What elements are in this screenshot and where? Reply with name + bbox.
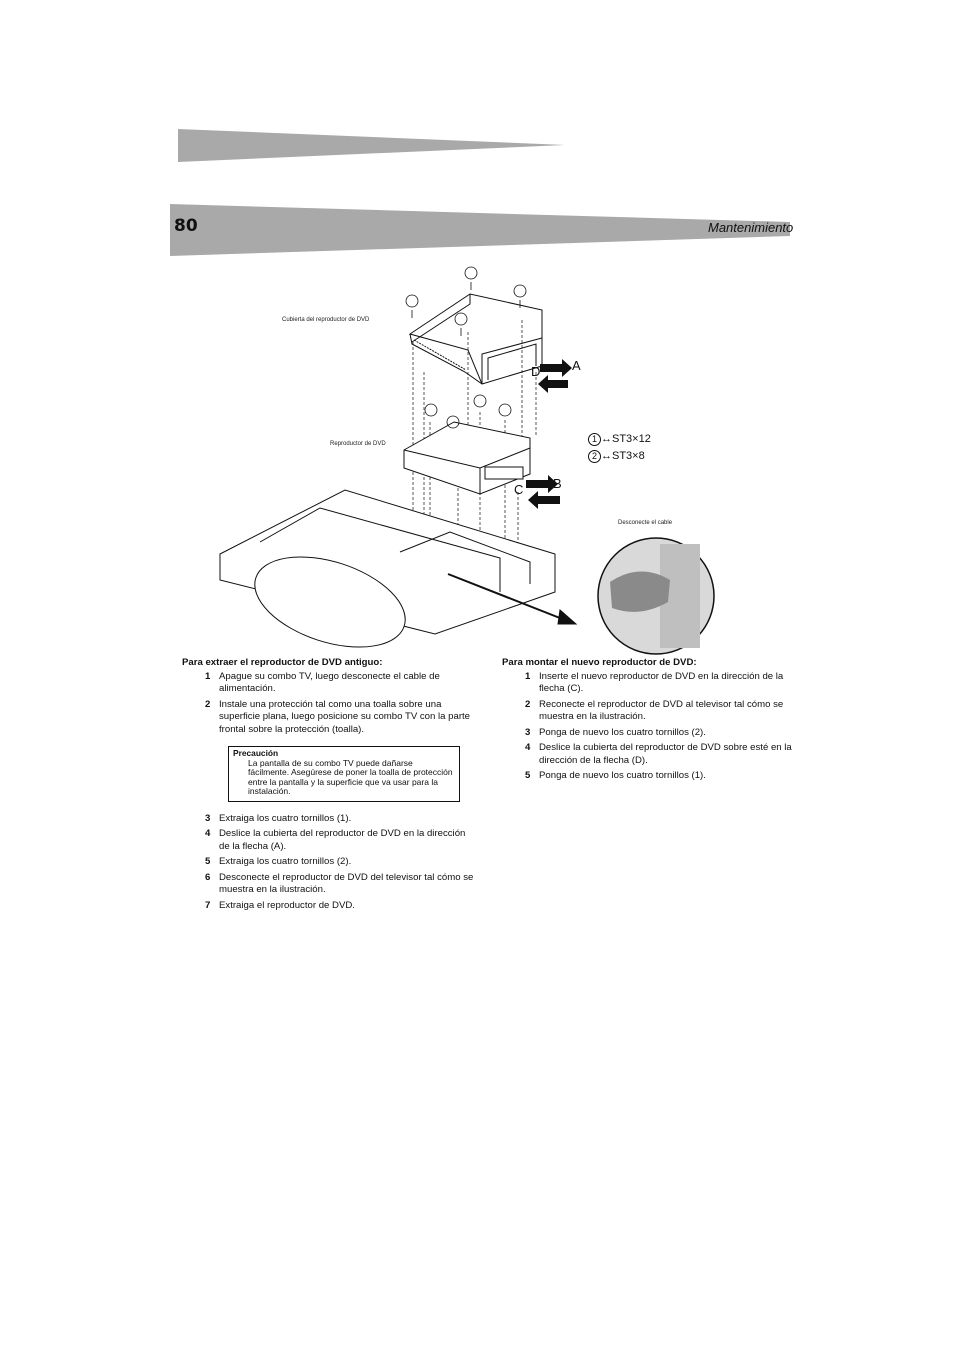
svg-text:B: B: [553, 476, 562, 491]
remove-step: 1 Apague su combo TV, luego desconecte el cable de alimentación.: [205, 670, 440, 694]
svg-text:A: A: [572, 358, 581, 373]
remove-step: 7 Extraiga el reproductor de DVD.: [205, 899, 355, 911]
legend-marker-1: 1: [588, 433, 601, 446]
caution-title: Precaución: [233, 748, 279, 758]
install-instructions: [502, 657, 792, 786]
install-step: 4 Deslice la cubierta del reproductor de DVD sobre esté en la dirección de la flecha (D).: [525, 742, 792, 766]
screw-legend: 1 ↔ST3×12 2 ↔ST3×8: [588, 431, 651, 465]
install-step: 5 Ponga de nuevo los cuatro tornillos (1).: [525, 770, 706, 781]
cable-detail-illustration: [598, 538, 714, 654]
remove-step: 6 Desconecte el reproductor de DVD del televisor tal cómo se muestra en la ilustración.: [205, 871, 474, 896]
install-step: 2 Reconecte el reproductor de DVD al televisor tal cómo se muestra en la ilustración.: [525, 698, 784, 722]
install-step: 1 Inserte el nuevo reproductor de DVD en la dirección de la flecha (C).: [525, 670, 784, 694]
header-band-top: [0, 0, 954, 270]
page-number: 80: [174, 216, 198, 236]
caption-dvd-player: Reproductor de DVD: [330, 441, 386, 447]
section-title: Mantenimiento: [708, 220, 794, 235]
screw-1-type: ST3×12: [612, 433, 651, 445]
screw-2-type: ST3×8: [612, 450, 645, 462]
caution-box: [228, 746, 460, 802]
dvd-player-illustration: [404, 422, 530, 494]
remove-instructions: [182, 657, 474, 915]
remove-step: 3 Extraiga los cuatro tornillos (1).: [205, 812, 352, 824]
install-title: Para montar el nuevo reproductor de DVD:: [502, 657, 697, 668]
install-step: 3 Ponga de nuevo los cuatro tornillos (2).: [525, 726, 706, 738]
svg-text:C: C: [514, 482, 524, 497]
remove-title: Para extraer el reproductor de DVD antiguo:: [182, 657, 383, 668]
remove-step: 4 Deslice la cubierta del reproductor de DVD en la dirección de la flecha (A).: [205, 828, 466, 852]
remove-step: 2 Instale una protección tal como una toalla sobre una superficie plana, luego posicione su combo TV con la parte frontal sobre la protección (toalla).: [205, 698, 471, 735]
legend-marker-2: 2: [588, 450, 601, 463]
remove-step: 5 Extraiga los cuatro tornillos (2).: [205, 856, 352, 868]
svg-text:D: D: [531, 364, 541, 379]
caption-disconnect-cable: Desconecte el cable: [618, 520, 673, 526]
caution-text: La pantalla de su combo TV puede dañarse fácilmente. Asegúrese de poner la toalla de protección entre la pantalla y la superficie que va usar para la instalación.: [248, 757, 453, 797]
caption-dvd-cover: Cubierta del reproductor de DVD: [282, 317, 370, 323]
direction-arrows: [526, 359, 572, 509]
